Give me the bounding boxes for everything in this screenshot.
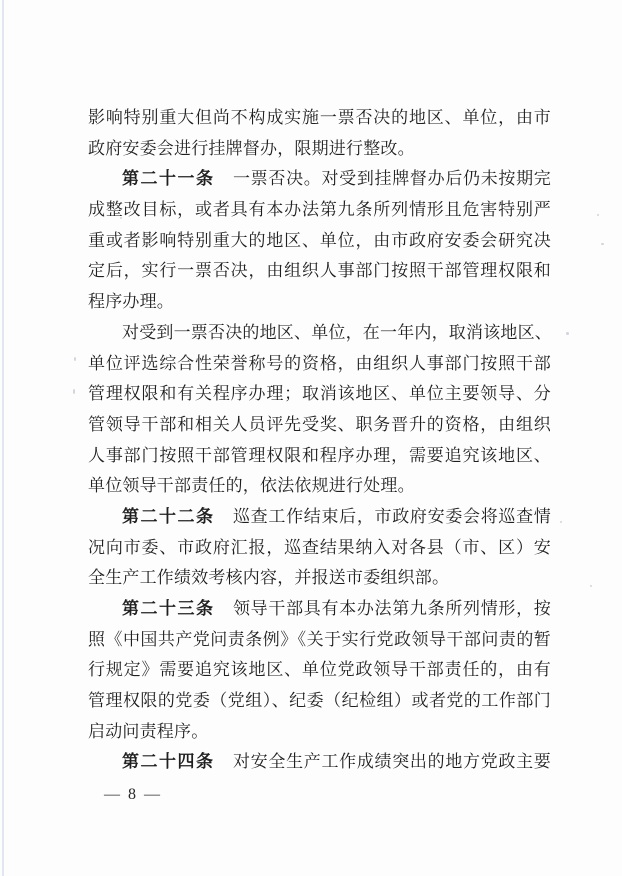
page-number: — 8 — — [104, 786, 162, 803]
text-line — [88, 379, 551, 410]
line-text: 管领导干部和相关人员评先受奖、职务晋升的资格，由组织 — [88, 414, 551, 434]
article-number: 第二十一条 — [122, 169, 215, 189]
line-text: 巡查工作结束后，市政府安委会将巡查情 — [232, 506, 551, 526]
text-line — [88, 226, 551, 257]
line-text: 启动问责程序。 — [88, 721, 209, 741]
line-text: 一票否决。对受到挂牌督办后仍未按期完 — [232, 169, 551, 189]
line-text: 对受到一票否决的地区、单位，在一年内，取消该地区、 — [122, 322, 552, 342]
article-number: 第二十二条 — [122, 506, 215, 526]
article-21-heading-line — [88, 164, 551, 195]
scan-speck — [590, 585, 592, 587]
text-line — [88, 103, 551, 134]
line-text: 照《中国共产党问责条例》《关于实行党政领导干部问责的暂 — [88, 629, 551, 649]
line-text: 重或者影响特别重大的地区、单位，由市政府安委会研究决 — [88, 230, 551, 250]
line-text: 全生产工作绩效考核内容，并报送市委组织部。 — [88, 568, 450, 588]
line-text: 领导干部具有本办法第九条所列情形，按 — [232, 599, 551, 618]
line-text: 政府安委会进行挂牌督办，限期进行整改。 — [88, 138, 415, 158]
article-22-heading-line — [88, 502, 551, 533]
text-line — [88, 256, 551, 287]
document-body — [88, 103, 551, 778]
text-line — [88, 655, 551, 686]
text-line — [88, 410, 551, 441]
scan-speck — [601, 243, 604, 245]
text-line — [88, 349, 551, 380]
scan-speck — [597, 214, 599, 216]
text-line — [88, 533, 551, 564]
article-24-heading-line — [88, 747, 551, 778]
text-line — [88, 686, 551, 717]
text-line — [88, 717, 551, 748]
line-text: 管理权限和有关程序办理；取消该地区、单位主要领导、分 — [88, 384, 551, 404]
text-line — [88, 441, 551, 472]
line-text: 程序办理。 — [88, 292, 174, 312]
scan-speck — [120, 217, 122, 219]
line-text: 定后，实行一票否决，由组织人事部门按照干部管理权限和 — [88, 261, 551, 281]
text-line — [88, 625, 551, 656]
line-text: 单位评选综合性荣誉称号的资格，由组织人事部门按照干部 — [88, 353, 551, 373]
scan-speck — [74, 357, 76, 361]
article-number: 第二十三条 — [122, 599, 215, 618]
scan-speck — [566, 332, 569, 335]
text-line — [88, 471, 551, 502]
scan-speck — [560, 521, 562, 523]
line-text: 单位领导干部责任的，依法依规进行处理。 — [88, 476, 415, 496]
text-line — [88, 195, 551, 226]
line-text: 成整改目标，或者具有本办法第九条所列情形且危害特别严 — [88, 200, 551, 220]
scan-edge-line — [2, 0, 4, 876]
line-text: 对安全生产工作成绩突出的地方党政主要 — [232, 752, 551, 772]
line-text: 影响特别重大但尚不构成实施一票否决的地区、单位，由市 — [88, 108, 551, 127]
text-line — [88, 134, 551, 165]
line-text: 行规定》需要追究该地区、单位党政领导干部责任的，由有 — [88, 660, 551, 680]
scan-speck — [73, 389, 75, 394]
text-line — [88, 563, 551, 594]
text-line — [88, 287, 551, 318]
paragraph-start-line — [88, 318, 551, 349]
line-text: 人事部门按照干部管理权限和程序办理，需要追究该地区、 — [88, 445, 551, 465]
line-text: 管理权限的党委（党组）、纪委（纪检组）或者党的工作部门 — [88, 691, 551, 711]
article-number: 第二十四条 — [122, 752, 215, 772]
line-text: 况向市委、市政府汇报，巡查结果纳入对各县（市、区）安 — [88, 537, 551, 557]
article-23-heading-line — [88, 594, 551, 625]
